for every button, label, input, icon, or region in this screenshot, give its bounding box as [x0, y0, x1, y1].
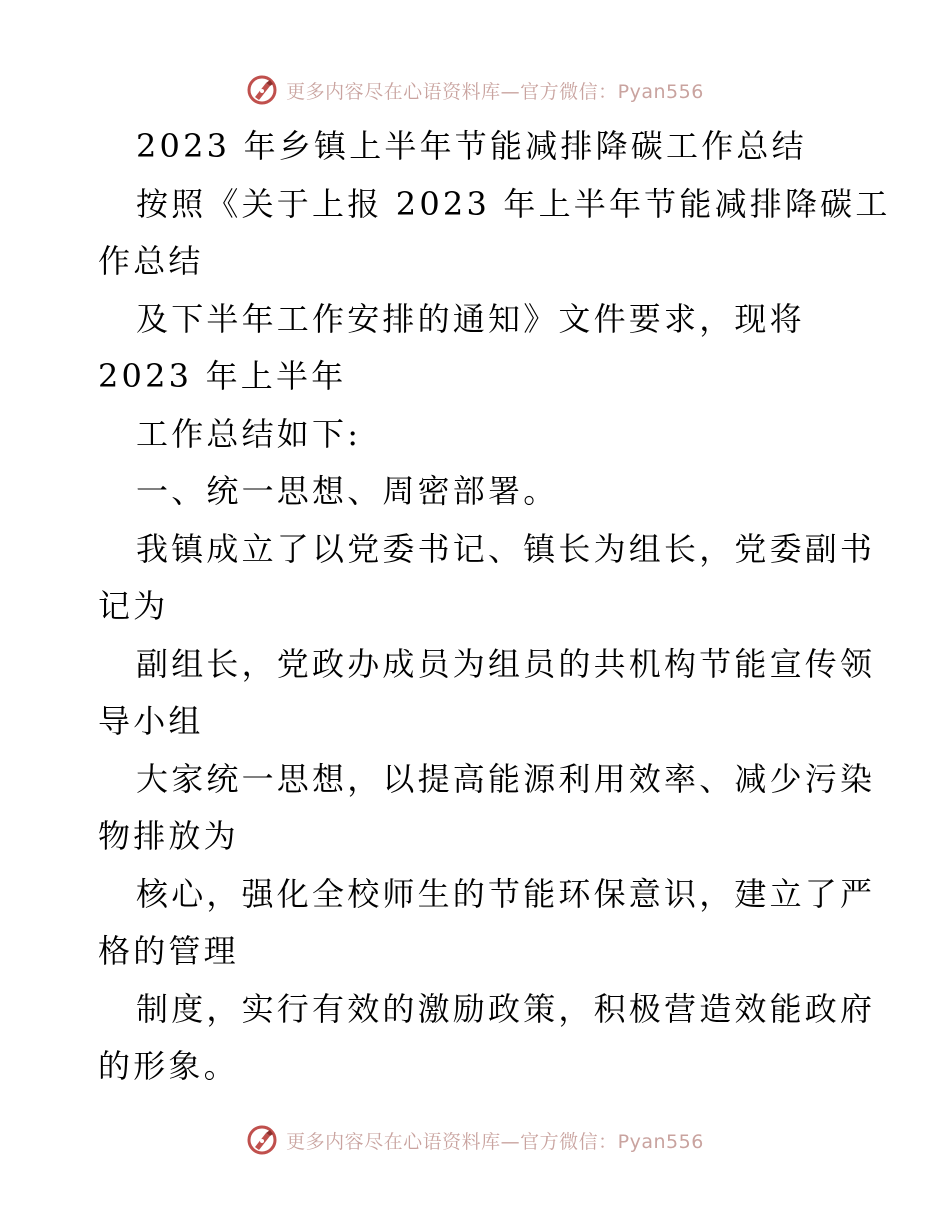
header-banner-text: 更多内容尽在心语资料库—官方微信：Pyan556	[286, 80, 704, 103]
document-line: 的形象。	[98, 1047, 239, 1085]
document-line: 核心，强化全校师生的节能环保意识，建立了严	[136, 874, 876, 913]
pen-logo-icon	[246, 1124, 278, 1156]
document-body	[98, 118, 891, 1096]
header-banner	[0, 70, 950, 110]
document-line: 按照《关于上报 2023 年上半年节能减排降碳工	[136, 184, 891, 223]
document-line: 我镇成立了以党委书记、镇长为组长，党委副书	[136, 529, 876, 568]
document-line: 制度，实行有效的激励政策，积极营造效能政府	[136, 989, 876, 1028]
pen-logo-icon	[246, 74, 278, 106]
footer-banner-text: 更多内容尽在心语资料库—官方微信：Pyan556	[286, 1130, 704, 1153]
document-line: 物排放为	[98, 817, 239, 855]
document-line: 大家统一思想，以提高能源利用效率、减少污染	[136, 759, 876, 798]
document-line: 2023 年上半年	[98, 357, 347, 395]
document-line: 2023 年乡镇上半年节能减排降碳工作总结	[136, 127, 807, 165]
document-line: 作总结	[98, 242, 204, 280]
document-line: 副组长，党政办成员为组员的共机构节能宣传领	[136, 644, 876, 683]
document-line: 格的管理	[98, 932, 239, 970]
document-line: 一、统一思想、周密部署。	[136, 472, 559, 510]
document-line: 导小组	[98, 702, 204, 740]
document-line: 记为	[98, 587, 169, 625]
document-line: 工作总结如下:	[136, 414, 362, 453]
document-line: 及下半年工作安排的通知》文件要求，现将	[136, 299, 805, 338]
footer-banner	[0, 1120, 950, 1160]
